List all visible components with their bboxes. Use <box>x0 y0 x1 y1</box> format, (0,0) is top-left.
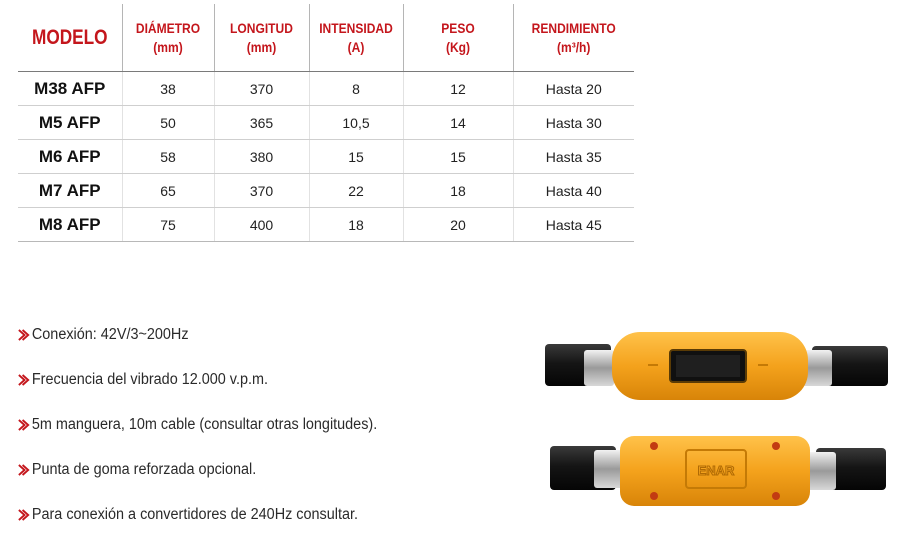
longitud-cell: 380 <box>214 140 309 174</box>
chevron-right-icon <box>17 328 30 342</box>
model-cell: M5 AFP <box>18 106 122 140</box>
model-cell: M8 AFP <box>18 208 122 242</box>
list-item <box>17 402 482 447</box>
intensidad-cell: 22 <box>309 174 403 208</box>
rendimiento-cell: Hasta 35 <box>513 140 634 174</box>
chevron-right-icon <box>17 418 30 432</box>
rendimiento-cell: Hasta 30 <box>513 106 634 140</box>
rendimiento-cell: Hasta 45 <box>513 208 634 242</box>
intensidad-cell: 10,5 <box>309 106 403 140</box>
feature-list <box>17 312 517 537</box>
diametro-cell: 38 <box>122 72 214 106</box>
switch-box-front <box>545 332 888 400</box>
longitud-cell: 400 <box>214 208 309 242</box>
spec-table <box>18 4 634 242</box>
intensidad-cell: 18 <box>309 208 403 242</box>
table-row <box>18 174 634 208</box>
peso-cell: 20 <box>403 208 513 242</box>
diametro-cell: 50 <box>122 106 214 140</box>
feature-text: 5m manguera, 10m cable (consultar otras longitudes). <box>31 415 378 433</box>
switch-box-back <box>550 436 886 506</box>
list-item <box>17 312 482 357</box>
chevron-right-icon <box>17 463 30 477</box>
brand-logo: ENAR <box>697 463 735 478</box>
peso-cell: 12 <box>403 72 513 106</box>
header-peso: PESO (Kg) <box>411 4 506 72</box>
table-row <box>18 72 634 106</box>
intensidad-cell: 15 <box>309 140 403 174</box>
longitud-cell: 370 <box>214 72 309 106</box>
feature-text: Conexión: 42V/3~200Hz <box>31 325 189 343</box>
header-longitud: LONGITUD (mm) <box>221 4 303 72</box>
diametro-cell: 58 <box>122 140 214 174</box>
model-cell: M6 AFP <box>18 140 122 174</box>
rendimiento-cell: Hasta 40 <box>513 174 634 208</box>
header-intensidad: INTENSIDAD (A) <box>316 4 397 72</box>
table-row <box>18 208 634 242</box>
table-header-row <box>18 4 634 72</box>
diametro-cell: 65 <box>122 174 214 208</box>
table-row <box>18 140 634 174</box>
table-row <box>18 106 634 140</box>
longitud-cell: 365 <box>214 106 309 140</box>
feature-text: Frecuencia del vibrado 12.000 v.p.m. <box>31 370 268 388</box>
rendimiento-cell: Hasta 20 <box>513 72 634 106</box>
header-diametro: DIÁMETRO (mm) <box>128 4 207 72</box>
list-item <box>17 447 482 492</box>
model-cell: M7 AFP <box>18 174 122 208</box>
feature-text: Punta de goma reforzada opcional. <box>31 460 257 478</box>
peso-cell: 18 <box>403 174 513 208</box>
header-modelo: MODELO <box>27 4 112 72</box>
diametro-cell: 75 <box>122 208 214 242</box>
intensidad-cell: 8 <box>309 72 403 106</box>
chevron-right-icon <box>17 508 30 522</box>
product-photo <box>540 318 892 508</box>
header-rendimiento: RENDIMIENTO (m³/h) <box>521 4 625 72</box>
chevron-right-icon <box>17 373 30 387</box>
list-item <box>17 492 482 537</box>
peso-cell: 15 <box>403 140 513 174</box>
longitud-cell: 370 <box>214 174 309 208</box>
model-cell: M38 AFP <box>18 72 122 106</box>
peso-cell: 14 <box>403 106 513 140</box>
list-item <box>17 357 482 402</box>
feature-text: Para conexión a convertidores de 240Hz consultar. <box>31 505 359 523</box>
